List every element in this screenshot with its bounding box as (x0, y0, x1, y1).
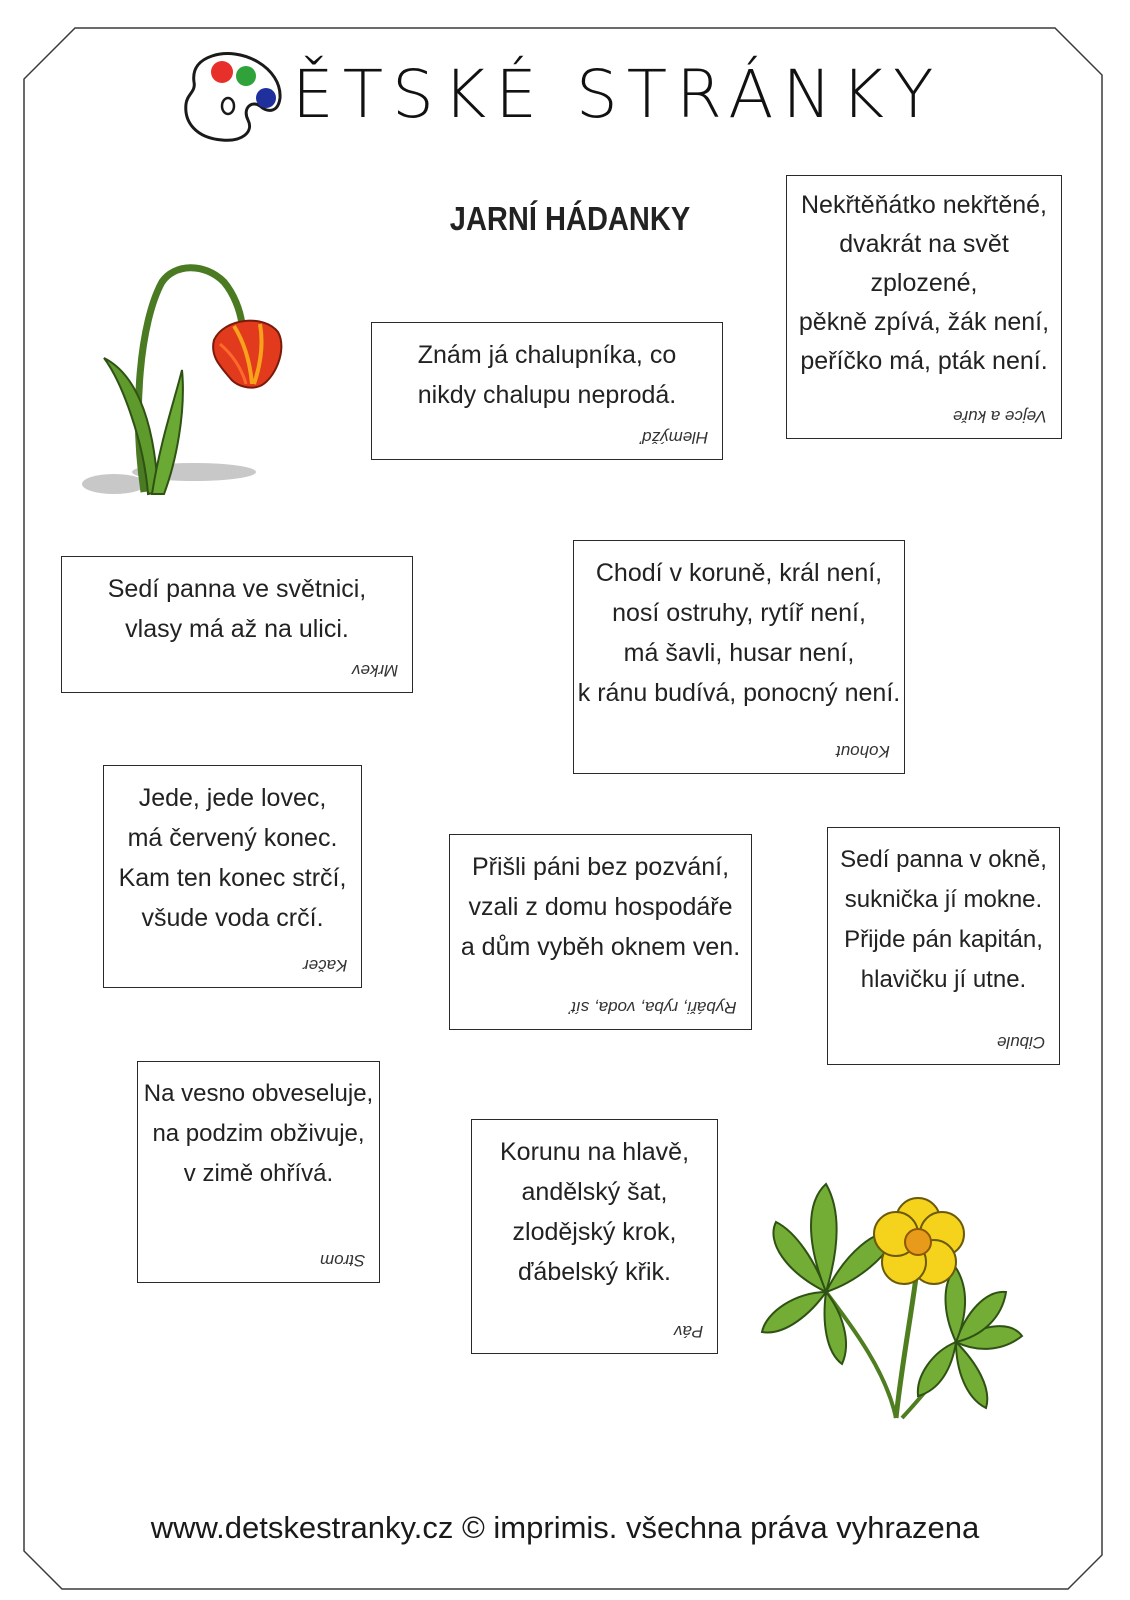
riddle-text: Chodí v koruně, král není, nosí ostruhy, rytíř není, má šavli, husar není, k ránu budívá, ponocný není. (577, 559, 901, 707)
riddle-answer: Hlemýžď (640, 428, 708, 447)
riddle-answer: Kačer (302, 956, 347, 975)
riddle-text: Znám já chalupníka, co nikdy chalupu neprodá. (417, 341, 677, 409)
riddle-answer: Páv (673, 1322, 703, 1341)
riddle-answer: Rybáři, ryba, voda, síť (570, 998, 737, 1017)
riddle-text: Sedí panna v okně, suknička jí mokne. Přijde pán kapitán, hlavičku jí utne. (840, 846, 1047, 993)
riddle-text: Jede, jede lovec, má červený konec. Kam ten konec strčí, všude voda crčí. (118, 784, 347, 932)
page-title: JARNÍ HÁDANKY (449, 200, 691, 237)
riddle-card (103, 765, 362, 988)
riddle-card (786, 175, 1062, 439)
riddle-card (371, 322, 723, 460)
riddle-text: Na vesno obveseluje, na podzim obživuje, v zimě ohřívá. (143, 1080, 374, 1187)
footer-copyright: www.detskestranky.cz © imprimis. všechna práva vyhrazena (150, 1510, 980, 1545)
riddle-card (471, 1119, 718, 1354)
riddle-card (573, 540, 905, 774)
riddle-answer: Strom (319, 1251, 365, 1270)
tulip-illustration (74, 262, 314, 512)
riddle-answer: Cibule (996, 1033, 1045, 1052)
riddle-answer: Kohout (836, 742, 890, 761)
palette-logo-icon (182, 48, 292, 148)
riddle-card (827, 827, 1060, 1065)
riddle-answer: Vejce a kuře (953, 407, 1047, 426)
riddle-card (61, 556, 413, 693)
riddle-text: Sedí panna ve světnici, vlasy má až na ulici. (107, 575, 367, 643)
site-brand: ĚTSKÉ STRÁNKY (292, 56, 943, 133)
riddle-card (137, 1061, 380, 1283)
riddle-card (449, 834, 752, 1030)
riddle-text: Přišli páni bez pozvání, vzali z domu hospodáře a dům vyběh oknem ven. (460, 853, 741, 961)
riddle-text: Nekřtěňátko nekřtěné, dvakrát na svět zplozené, pěkně zpívá, žák není, peříčko má, pták není. (798, 191, 1050, 375)
riddle-text: Korunu na hlavě, andělský šat, zlodějský krok, ďábelský křik. (499, 1138, 690, 1286)
yellow-flower-illustration (756, 1172, 1028, 1424)
riddle-answer: Mrkev (351, 661, 398, 680)
